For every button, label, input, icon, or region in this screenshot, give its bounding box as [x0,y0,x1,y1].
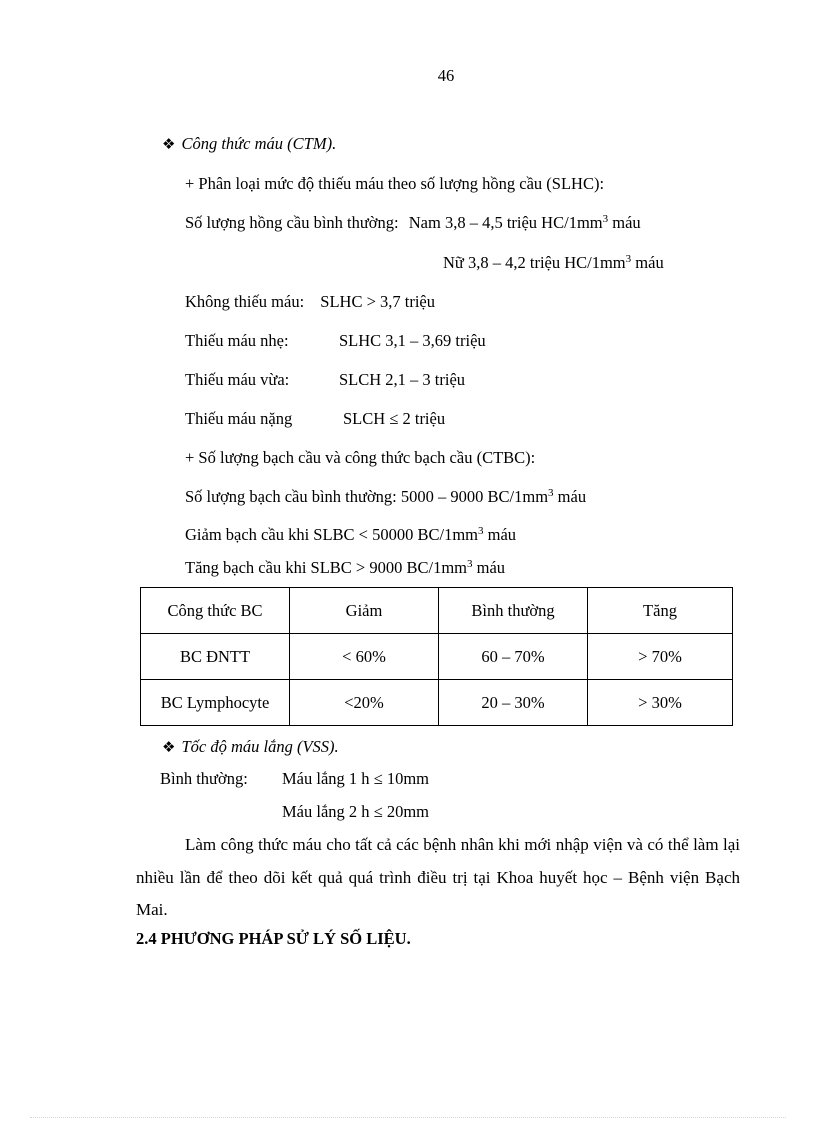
anemia-label: Thiếu máu nhẹ: [185,331,289,350]
table-cell: BC ĐNTT [141,634,290,680]
section-title: 2.4 PHƯƠNG PHÁP SỬ LÝ SỐ LIỆU. [136,929,411,948]
wbc-low-line [185,525,516,545]
anemia-row-none [185,292,435,312]
unit-blood: máu [472,558,506,577]
anemia-value: SLHC > 3,7 triệu [320,292,435,311]
rbc-female-line [443,253,664,273]
page-number: 46 [437,66,455,85]
table-row [141,634,733,680]
diamond-bullet-icon: ❖ [162,135,176,153]
anemia-label: Thiếu máu nặng [185,409,293,428]
vss-one-hour: Máu lắng 1 h ≤ 10mm [282,769,430,788]
unit-blood: máu [608,213,641,232]
wbc-high-text: Tăng bạch cầu khi SLBC > 9000 BC/1mm [185,558,467,577]
anemia-value: SLHC 3,1 – 3,69 triệu [339,331,486,350]
footer-dotted-line [30,1117,786,1118]
superscript: 3 [478,525,484,537]
vss-one-hour-line [160,769,429,789]
diamond-bullet-icon: ❖ [162,738,176,756]
anemia-label: Thiếu máu vừa: [185,370,290,389]
table-row [141,680,733,726]
wbc-high-line [185,558,505,578]
rbc-normal-label: Số lượng hồng cầu bình thường: [185,213,399,232]
table-cell: 20 – 30% [439,680,588,726]
ctbc-table [140,587,733,726]
table-cell: <20% [290,680,439,726]
table-header-cell: Bình thường [439,588,588,634]
slbc-header: + Số lượng bạch cầu và công thức bạch cầu (CTBC): [185,448,536,467]
rbc-normal-line [185,213,641,233]
unit-blood: máu [483,525,517,544]
unit-blood: máu [553,487,587,506]
superscript: 3 [602,213,609,225]
rbc-female-range: Nữ 3,8 – 4,2 triệu HC/1mm [443,253,626,272]
ctm-heading-text: Công thức máu (CTM). [181,134,337,153]
table-cell: < 60% [290,634,439,680]
vss-heading-text: Tốc độ máu lắng (VSS). [181,737,339,756]
wbc-low-text: Giảm bạch cầu khi SLBC < 50000 BC/1mm [185,525,478,544]
table-cell: 60 – 70% [439,634,588,680]
rbc-male-range: Nam 3,8 – 4,5 triệu HC/1mm [408,213,603,232]
superscript: 3 [467,558,473,570]
table-cell: BC Lymphocyte [141,680,290,726]
table-header-cell: Giảm [290,588,439,634]
vss-heading [162,737,339,757]
anemia-row-moderate [185,370,465,390]
unit-blood: máu [631,253,664,272]
table-cell: > 30% [588,680,733,726]
table-header-cell: Công thức BC [141,588,290,634]
table-cell: > 70% [588,634,733,680]
vss-normal-label: Bình thường: [160,769,248,788]
wbc-normal-text: Số lượng bạch cầu bình thường: 5000 – 9000 BC/1mm [185,487,549,506]
superscript: 3 [625,253,632,265]
anemia-value: SLCH 2,1 – 3 triệu [339,370,466,389]
table-header-cell: Tăng [588,588,733,634]
slhc-header: + Phân loại mức độ thiếu máu theo số lượng hồng cầu (SLHC): [185,174,605,193]
vss-two-hour: Máu lắng 2 h ≤ 20mm [282,802,430,821]
anemia-value: SLCH ≤ 2 triệu [343,409,446,428]
body-paragraph: Làm công thức máu cho tất cả các bệnh nhân khi mới nhập viện và có thể làm lại nhiều lần để theo dõi kết quả quá trình điều trị tại Khoa huyết học – Bệnh viện Bạch Mai. [136,835,740,919]
anemia-row-mild [185,331,486,351]
ctm-heading [162,134,336,154]
wbc-normal-line [185,487,586,507]
table-header-row [141,588,733,634]
superscript: 3 [548,487,554,499]
anemia-label: Không thiếu máu: [185,292,305,311]
anemia-row-severe [185,409,445,429]
